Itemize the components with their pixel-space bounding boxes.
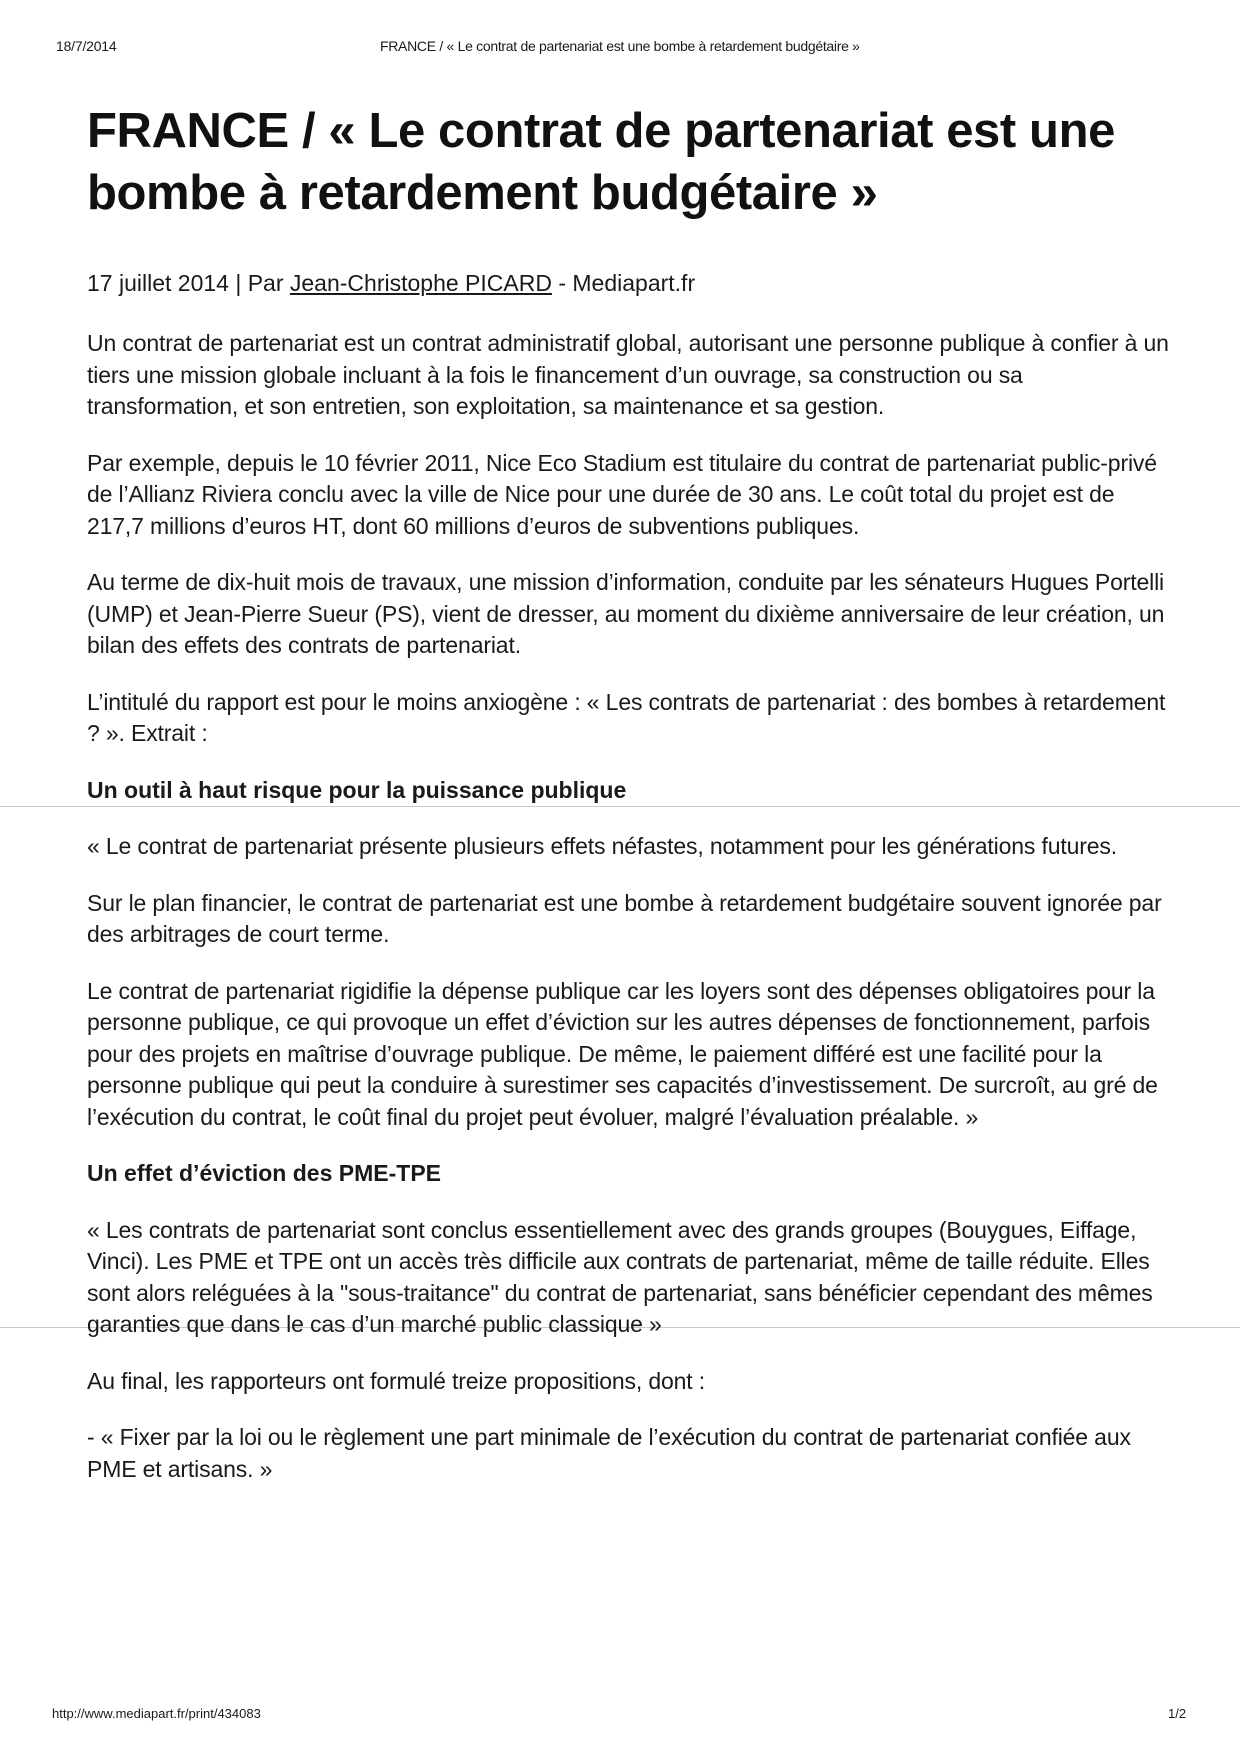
byline-date: 17 juillet 2014 | Par bbox=[87, 270, 290, 296]
paragraph: Sur le plan financier, le contrat de partenariat est une bombe à retardement budgétaire souvent ignorée par des arbitrages de court terme. bbox=[87, 889, 1162, 947]
paragraph: Un contrat de partenariat est un contrat administratif global, autorisant une personne publique à confier à un tiers une mission globale incluant à la fois le financement d’un ouvrage, sa construction ou sa transformation, et son entretien, son exploitation, sa maintenance et sa gestion. bbox=[87, 330, 1169, 419]
paragraph: Au terme de dix-huit mois de travaux, une mission d’information, conduite par les sénateurs Hugues Portelli (UMP) et Jean-Pierre Sueur (PS), vient de dresser, au moment du dixième anniversaire de leur création, un bilan des effets des contrats de partenariat. bbox=[87, 569, 1165, 658]
article bbox=[87, 100, 1169, 1482]
article-body bbox=[87, 328, 1172, 1510]
article-title: FRANCE / « Le contrat de partenariat est une bombe à retardement budgétaire » bbox=[87, 104, 1115, 220]
section-heading: Un effet d’éviction des PME-TPE bbox=[87, 1160, 441, 1186]
paragraph: Au final, les rapporteurs ont formulé treize propositions, dont : bbox=[87, 1367, 705, 1394]
paragraph: « Les contrats de partenariat sont conclus essentiellement avec des grands groupes (Bouygues, Eiffage, Vinci). Les PME et TPE ont un accès très difficile aux contrats de partenariat, même de taille réduite. Elles sont alors reléguées à la "sous-traitance" du contrat de partenariat, sans bénéficier cependant des mêmes garanties que dans le cas d’un marché public classique » bbox=[87, 1216, 1153, 1337]
article-byline bbox=[87, 268, 695, 298]
byline-source: - Mediapart.fr bbox=[551, 270, 696, 296]
section-heading: Un outil à haut risque pour la puissance publique bbox=[87, 776, 627, 803]
paragraph: Le contrat de partenariat rigidifie la dépense publique car les loyers sont des dépenses obligatoires pour la personne publique, ce qui provoque un effet d’éviction sur les autres dépenses de fonctionnement, parfois pour des projets en maîtrise d’ouvrage publique. De même, le paiement différé est une facilité pour la personne publique qui peut la conduire à surestimer ses capacités d’investissement. De surcroît, au gré de l’exécution du contrat, le coût final du projet peut évoluer, malgré l’évaluation préalable. » bbox=[87, 977, 1158, 1130]
print-date: 18/7/2014 bbox=[56, 38, 117, 54]
paragraph: Par exemple, depuis le 10 février 2011, Nice Eco Stadium est titulaire du contrat de partenariat public-privé de l’Allianz Riviera conclu avec la ville de Nice pour une durée de 30 ans. Le coût total du projet est de 217,7 millions d’euros HT, dont 60 millions d’euros de subventions publiques. bbox=[87, 449, 1157, 539]
author-link[interactable]: Jean-Christophe PICARD bbox=[289, 270, 552, 296]
paragraph: « Le contrat de partenariat présente plusieurs effets néfastes, notamment pour les générations futures. bbox=[87, 833, 1117, 859]
paragraph: L’intitulé du rapport est pour le moins anxiogène : « Les contrats de partenariat : des bombes à retardement ? ». Extrait : bbox=[87, 688, 1166, 746]
page-number: 1/2 bbox=[1168, 1706, 1187, 1721]
paragraph: - « Fixer par la loi ou le règlement une part minimale de l’exécution du contrat de partenariat confiée aux PME et artisans. » bbox=[87, 1424, 1131, 1482]
print-page-title: FRANCE / « Le contrat de partenariat est une bombe à retardement budgétaire » bbox=[380, 38, 860, 54]
print-url: http://www.mediapart.fr/print/434083 bbox=[52, 1706, 261, 1721]
